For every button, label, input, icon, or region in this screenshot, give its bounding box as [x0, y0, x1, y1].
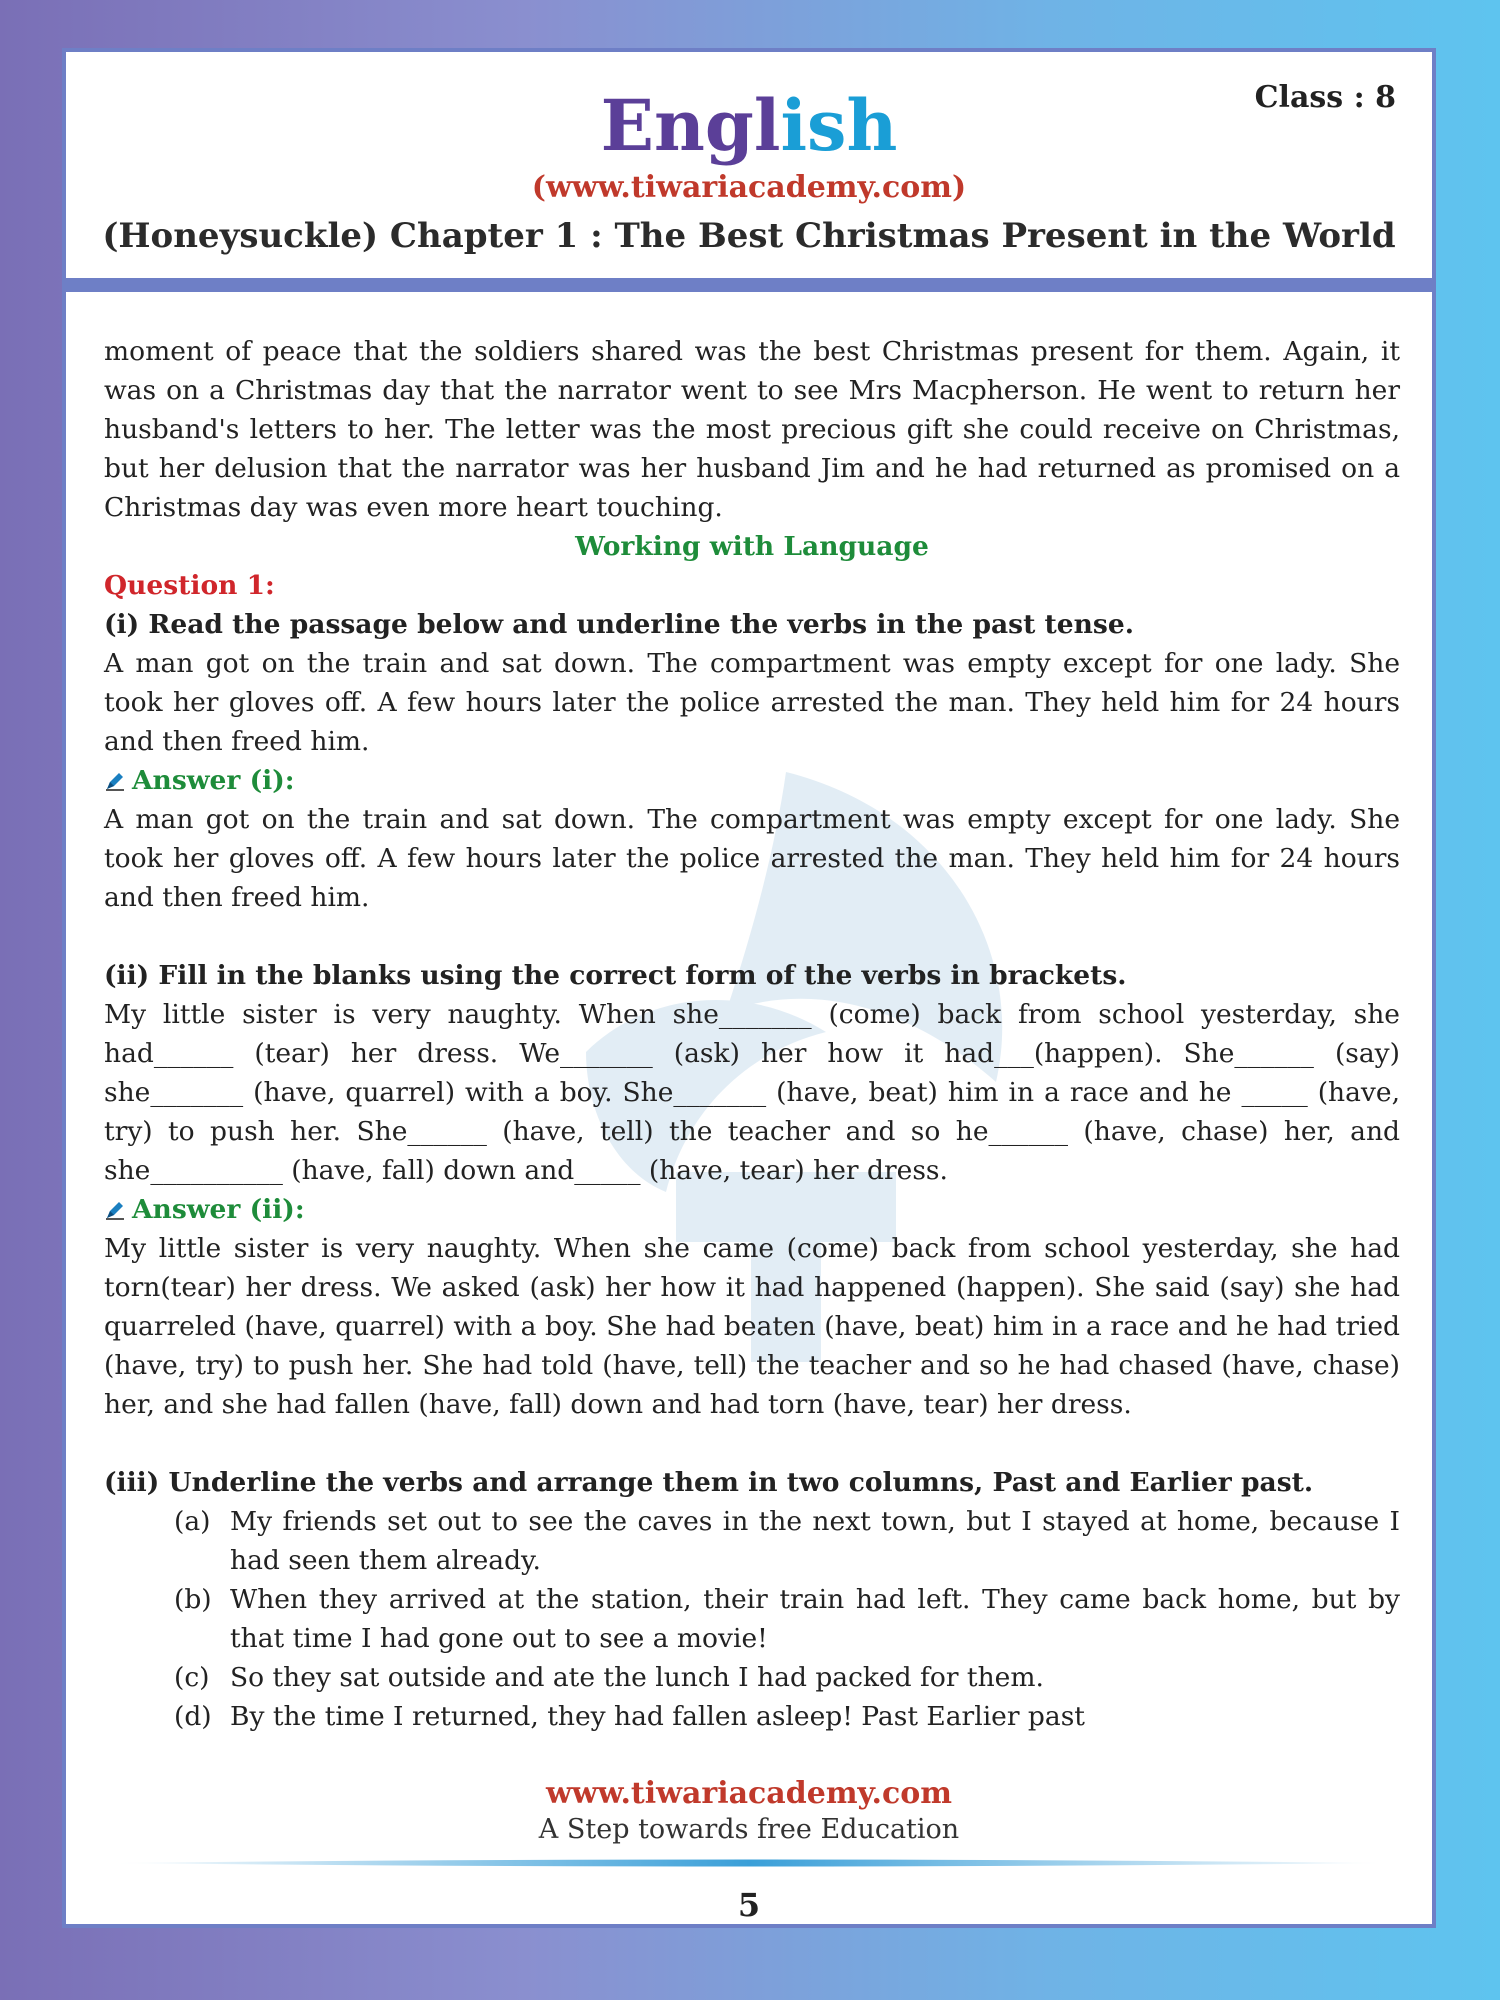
- answer2-heading: [104, 1190, 1400, 1229]
- list-item-text: When they arrived at the station, their train had left. They came back home, but by that time I had gone out to see a movie!: [230, 1584, 1400, 1654]
- answer1-label: Answer (i):: [132, 765, 295, 796]
- part1-text: A man got on the train and sat down. The compartment was empty except for one lady. She took her gloves off. A few hours later the police arrested the man. They held him for 24 hours and then freed him.: [104, 648, 1400, 757]
- answer2-label: Answer (ii):: [132, 1194, 305, 1225]
- list-item-text: By the time I returned, they had fallen asleep! Past Earlier past: [230, 1701, 1085, 1732]
- answer2-text: My little sister is very naughty. When she came (come) back from school yesterday, she had torn(tear) her dress. We asked (ask) her how it had happened (happen). She said (say) she had quarreled (have, quarrel) with a boy. She had beaten (have, beat) him in a race and he had tried (have, try) to push her. She had told (have, tell) the teacher and so he had chased (have, chase) her, and she had fallen (have, fall) down and had torn (have, tear) her dress.: [104, 1233, 1400, 1420]
- footer-website-link[interactable]: www.tiwariacademy.com: [545, 1776, 953, 1811]
- header-divider: [66, 278, 1432, 292]
- question-label: Question 1:: [104, 570, 275, 601]
- page-content: [104, 332, 1400, 1736]
- list-item-label: (c): [174, 1662, 210, 1693]
- list-item: [104, 1658, 1400, 1697]
- spacer: [104, 1424, 1400, 1463]
- document-page: [62, 48, 1436, 1928]
- list-item-label: (a): [174, 1506, 211, 1537]
- list-item-label: (b): [174, 1584, 212, 1615]
- footer-tagline: A Step towards free Education: [538, 1814, 960, 1845]
- part2-heading: (ii) Fill in the blanks using the correct form of the verbs in brackets.: [104, 960, 1127, 991]
- pen-icon: [104, 1199, 126, 1221]
- intro-paragraph: moment of peace that the soldiers shared was the best Christmas present for them. Again, it was on a Christmas day that the narrator went to see Mrs Macpherson. He went to return her husband's letters to her. The letter was the most precious gift she could receive on Christmas, but her delusion that the narrator was her husband Jim and he had returned as promised on a Christmas day was even more heart touching.: [104, 336, 1400, 523]
- list-item-text: So they sat outside and ate the lunch I had packed for them.: [230, 1662, 1044, 1693]
- subject-title-part2: ish: [780, 84, 898, 167]
- subject-title: [66, 86, 1432, 166]
- page-header: [66, 52, 1432, 278]
- spacer: [104, 917, 1400, 956]
- pen-icon: [104, 770, 126, 792]
- section-heading: Working with Language: [575, 531, 929, 562]
- list-item: [104, 1580, 1400, 1658]
- answer1-heading: [104, 761, 1400, 800]
- answer1-text: A man got on the train and sat down. The compartment was empty except for one lady. She took her gloves off. A few hours later the police arrested the man. They held him for 24 hours and then freed him.: [104, 804, 1400, 913]
- subject-title-part1: Engl: [600, 84, 781, 167]
- part1-heading: (i) Read the passage below and underline the verbs in the past tense.: [104, 609, 1134, 640]
- list-item-text: My friends set out to see the caves in the next town, but I stayed at home, because I had seen them already.: [230, 1506, 1400, 1576]
- list-item: [104, 1697, 1400, 1736]
- chapter-title: (Honeysuckle) Chapter 1 : The Best Christmas Present in the World: [102, 216, 1396, 256]
- class-label: Class : 8: [1254, 80, 1396, 115]
- page-number: 5: [737, 1886, 761, 1924]
- header-website: (www.tiwariacademy.com): [531, 170, 967, 205]
- list-item-label: (d): [174, 1701, 212, 1732]
- list-item: [104, 1502, 1400, 1580]
- footer-divider: [114, 1858, 1384, 1868]
- part2-text: My little sister is very naughty. When she_______ (come) back from school yesterday, she had______ (tear) her dress. We_______ (ask) her how it had___(happen). She______ (say) she_______ (have, quarrel) with a boy. She_______ (have, beat) him in a race and he _____ (have, try) to push her. She______ (have, tell) the teacher and so he______ (have, chase) her, and she__________ (have, fall) down and_____ (have, tear) her dress.: [104, 999, 1400, 1186]
- part3-heading: (iii) Underline the verbs and arrange them in two columns, Past and Earlier past.: [104, 1467, 1314, 1498]
